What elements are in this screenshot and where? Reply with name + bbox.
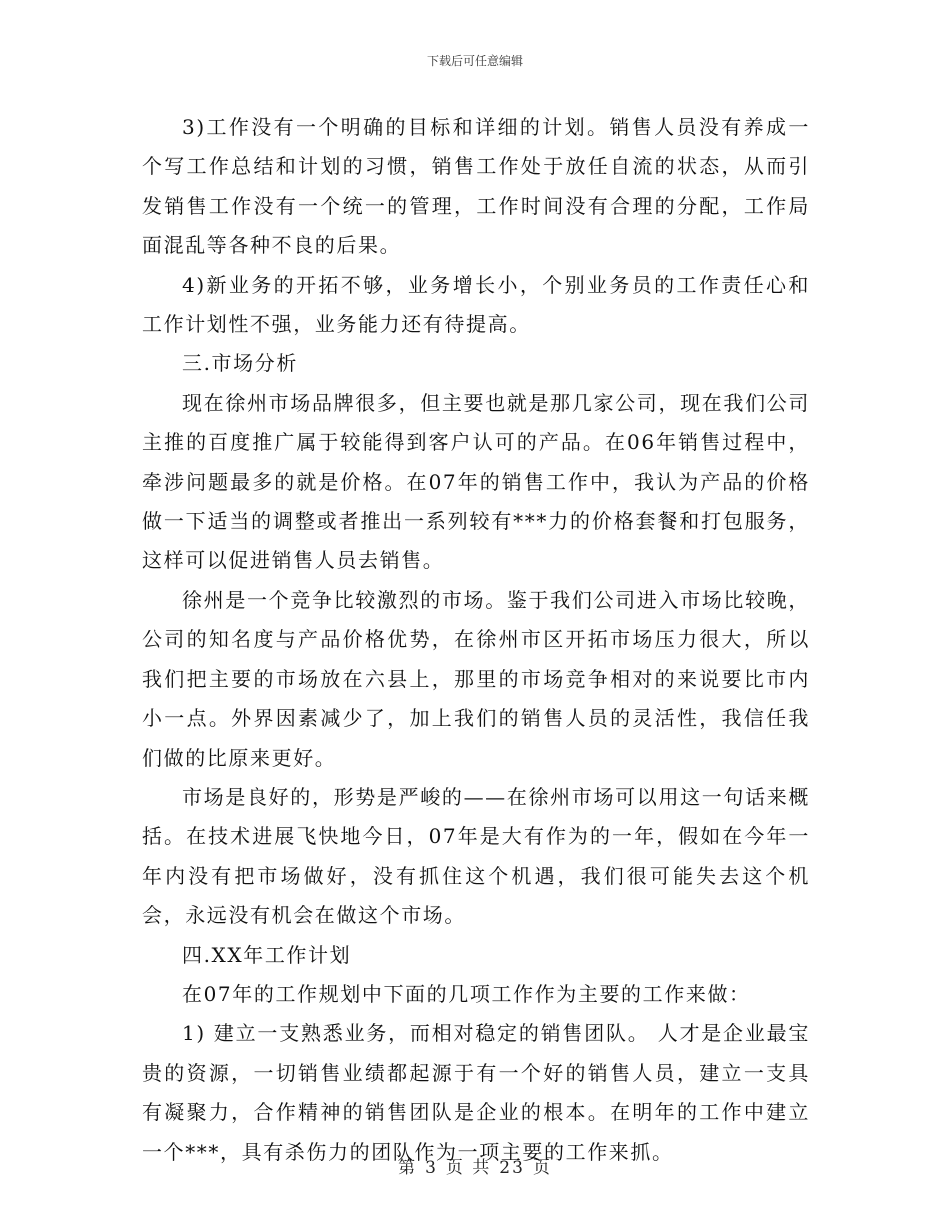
footer-middle: 页 共: [445, 1158, 492, 1178]
footer-current-page: 3: [425, 1158, 438, 1178]
document-body: [142, 108, 810, 1172]
paragraph-item-3-no-plan: 3)工作没有一个明确的目标和详细的计划。销售人员没有养成一个写工作总结和计划的习惯，销售工作处于放任自流的状态，从而引发销售工作没有一个统一的管理，工作时间没有合理的分配，工作局面混乱等各种不良的后果。: [142, 115, 810, 258]
paragraph-plan-intro: 在07年的工作规划中下面的几项工作作为主要的工作来做：: [182, 981, 751, 1006]
paragraph-plan-item-1-sales-team: 1) 建立一支熟悉业务，而相对稳定的销售团队。 人才是企业最宝贵的资源，一切销售业绩都起源于有一个好的销售人员，建立一支具有凝聚力，合作精神的销售团队是企业的根本。在明年的工作中建立一个***，具有杀伤力的团队作为一项主要的工作来抓。: [142, 1021, 810, 1164]
section-heading-market-analysis: 三.市场分析: [182, 351, 298, 376]
paragraph-market-brands: 现在徐州市场品牌很多，但主要也就是那几家公司，现在我们公司主推的百度推广属于较能得到客户认可的产品。在06年销售过程中，牵涉问题最多的就是价格。在07年的销售工作中，我认为产品的价格做一下适当的调整或者推出一系列较有***力的价格套餐和打包服务，这样可以促进销售人员去销售。: [142, 390, 810, 573]
paragraph-xuzhou-competition: 徐州是一个竞争比较激烈的市场。鉴于我们公司进入市场比较晚，公司的知名度与产品价格优势，在徐州市区开拓市场压力很大，所以我们把主要的市场放在六县上，那里的市场竞争相对的来说要比市内小一点。外界因素减少了，加上我们的销售人员的灵活性，我信任我们做的比原来更好。: [142, 587, 810, 770]
footer-suffix: 页: [532, 1158, 552, 1178]
page-header-note: 下载后可任意编辑: [426, 54, 523, 68]
paragraph-market-outlook: 市场是良好的，形势是严峻的——在徐州市场可以用这一句话来概括。在技术进展飞快地今日，07年是大有作为的一年，假如在今年一年内没有把市场做好，没有抓住这个机遇，我们很可能失去这个机会，永远没有机会在做这个市场。: [142, 784, 810, 928]
footer-prefix: 第: [398, 1158, 418, 1178]
footer-total-pages: 23: [499, 1158, 525, 1178]
section-heading-work-plan: 四.XX年工作计划: [182, 942, 352, 967]
page-number-footer: [0, 1153, 950, 1178]
paragraph-item-4-new-business: 4)新业务的开拓不够，业务增长小，个别业务员的工作责任心和工作计划性不强，业务能力还有待提高。: [142, 272, 810, 337]
